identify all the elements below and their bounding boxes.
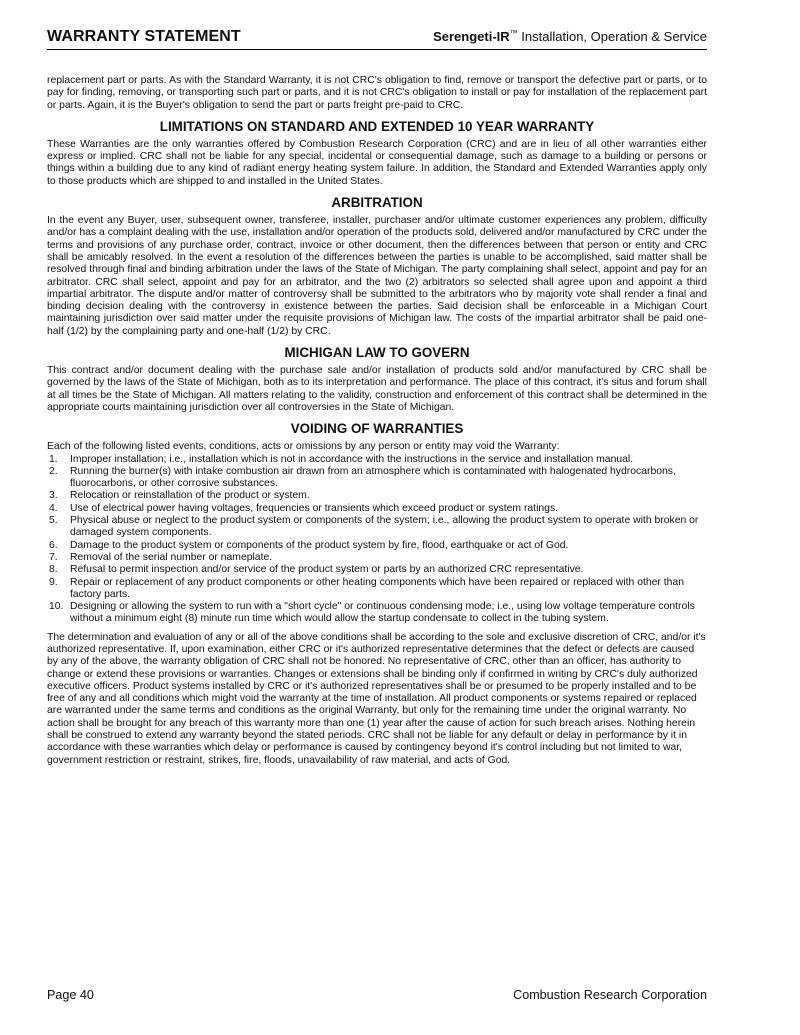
list-item	[47, 503, 707, 515]
header-product-name: Serengeti-IR	[433, 29, 510, 44]
list-item-text: Damage to the product system or components of the product system by fire, flood, earthquake or act of God.	[70, 539, 569, 551]
list-item	[47, 552, 707, 564]
page-number: Page 40	[47, 988, 94, 1002]
list-item	[47, 454, 707, 466]
list-item-text: Designing or allowing the system to run with a "short cycle" or continuous condensing mode; i.e., using low voltage temperature controls without a minimum eight (8) minute run time which would allow the startup condensate to collect in the tubing system.	[70, 601, 695, 625]
list-item-text: Relocation or reinstallation of the product or system.	[70, 490, 310, 502]
list-item-text: Running the burner(s) with intake combustion air drawn from an atmosphere which is contaminated with halogenated hydrocarbons, fluorocarbons, or other corrosive substances.	[70, 465, 676, 490]
list-item-number: 9.	[49, 576, 58, 588]
trademark-symbol: ™	[509, 28, 518, 38]
list-item-number: 5.	[49, 515, 58, 527]
list-item-text: Physical abuse or neglect to the product system or components of the system; i.e., allowing the product system to operate with broken or damaged system components.	[70, 515, 699, 539]
header-rule	[47, 49, 707, 50]
list-item-text: Use of electrical power having voltages, frequencies or transients which exceed product or system ratings.	[70, 502, 559, 514]
voiding-closing: The determination and evaluation of any or all of the above conditions shall be according to the sole and exclusive discretion of CRC, and/or it's authorized representative. If, upon examination, either CRC or it's authorized representative determines that the defect or defects are caused by any of the above, the warranty obligation of CRC shall not be honored. No representative of CRC, other than an officer, has authority to change or extend these provisions or warranties. Changes or extensions shall be binding only if confirmed in writing by CRC's duly authorized executive officers. Product systems installed by CRC or it's authorized representatives shall be or presumed to be properly installed and to be free of any and all conditions which might void the warranty at the time of installation. All product components or systems repaired or replaced are warranted under the same terms and conditions as the original Warranty, but only for the remaining time under the original warranty. No action shall be brought for any breach of this warranty more than one (1) year after the cause of action for such breach arises. Nothing herein shall be construed to extend any warranty beyond the stated periods. CRC shall not be liable for any default or delay in performance by it in accordance with these warranties which delay or performance is caused by contingency beyond it's control including but not limited to war, government restriction or restraint, strikes, fire, floods, unavailability of raw material, and acts of God.	[47, 631, 706, 766]
header-product-line	[433, 29, 707, 44]
list-item	[47, 466, 707, 491]
list-item-number: 4.	[49, 502, 58, 514]
list-item	[47, 564, 707, 576]
list-item	[47, 577, 707, 602]
list-item	[47, 490, 707, 502]
list-item	[47, 515, 707, 540]
list-item-text: Removal of the serial number or nameplate.	[70, 551, 273, 563]
header-subtitle: Installation, Operation & Service	[517, 29, 707, 44]
list-item-number: 7.	[49, 551, 58, 563]
voiding-heading: VOIDING OF WARRANTIES	[290, 421, 464, 437]
limitations-heading: LIMITATIONS ON STANDARD AND EXTENDED 10 YEAR WARRANTY	[159, 118, 595, 134]
list-item-text: Improper installation; i.e., installation which is not in accordance with the instructions in the service and installation manual.	[70, 453, 634, 465]
arbitration-heading: ARBITRATION	[331, 195, 423, 211]
page-content	[47, 75, 707, 767]
michigan-body: This contract and/or document dealing with the purchase sale and/or installation of products sold and/or manufactured by CRC shall be governed by the laws of the State of Michigan, both as to its interpretation and performance. The place of this contract, it's situs and forum shall at all times be the State of Michigan. All matters relating to the validity, construction and enforcement of this contract shall be determined in the appropriate courts maintaining jurisdiction over all controversies in the State of Michigan.	[47, 365, 707, 413]
list-item-text: Refusal to permit inspection and/or service of the product system or parts by an authorized CRC representative.	[70, 564, 584, 576]
list-item-number: 10.	[49, 601, 64, 613]
list-item-number: 3.	[49, 490, 58, 502]
footer-company: Combustion Research Corporation	[513, 988, 707, 1002]
arbitration-body: In the event any Buyer, user, subsequent owner, transferee, installer, purchaser and/or ultimate customer experiences any problem, difficulty and/or has a complaint dealing with the use, installation and/or operation of the products sold, delivered and/or manufactured by CRC under the terms and provisions of any purchase order, contract, invoice or other document, then the differences between that person or entity and CRC shall be amicably resolved. In the event a resolution of the differences between the parties is unable to be accomplished, said matter shall be resolved through final and binding arbitration under the laws of the State of Michigan. The party complaining shall select, appoint and pay for an arbitrator. CRC shall select, appoint and pay for an arbitrator, and the two (2) arbitrators so selected shall agree upon and appoint a third impartial arbitrator. The dispute and/or matter of controversy shall be submitted to the arbitrators who by majority vote shall render a final and binding decision dealing with the controversy in existence between the parties. Said decision shall be enforceable in a Michigan Court maintaining jurisdiction over said matter under the requisite provisions of Michigan law. The costs of the impartial arbitrator shall be paid one-half (1/2) by the complaining party and one-half (1/2) by CRC.	[47, 215, 707, 337]
michigan-heading: MICHIGAN LAW TO GOVERN	[284, 345, 470, 361]
list-item-text: Repair or replacement of any product components or other heating components which have been repaired or replaced with other than factory parts.	[70, 576, 684, 600]
list-item-number: 6.	[49, 539, 58, 551]
list-item-number: 1.	[49, 453, 58, 465]
intro-paragraph: replacement part or parts. As with the Standard Warranty, it is not CRC's obligation to find, remove or transport the defective part or parts, or to pay for finding, removing, or transporting such part or parts, and it is not CRC's obligation to install or pay for installation of the replacement part or parts. Again, it is the Buyer's obligation to send the part or parts freight pre-paid to CRC.	[47, 75, 707, 111]
limitations-body: These Warranties are the only warranties offered by Combustion Research Corporation (CRC) and are in lieu of all other warranties either express or implied. CRC shall not be liable for any special, incidental or consequential damage, such as damage to a building or persons or things within a building due to any kind of radiant energy heating system failure. In addition, the Standard and Extended Warranties apply only to those products which are shipped to and installed in the United States.	[47, 138, 707, 187]
header-title: WARRANTY STATEMENT	[47, 28, 241, 45]
voiding-list	[47, 454, 707, 626]
list-item	[47, 601, 707, 626]
voiding-intro: Each of the following listed events, conditions, acts or omissions by any person or entity may void the Warranty:	[47, 441, 560, 453]
page-header	[47, 28, 707, 50]
list-item-number: 8.	[49, 564, 58, 576]
list-item-number: 2.	[49, 465, 58, 477]
list-item	[47, 540, 707, 552]
